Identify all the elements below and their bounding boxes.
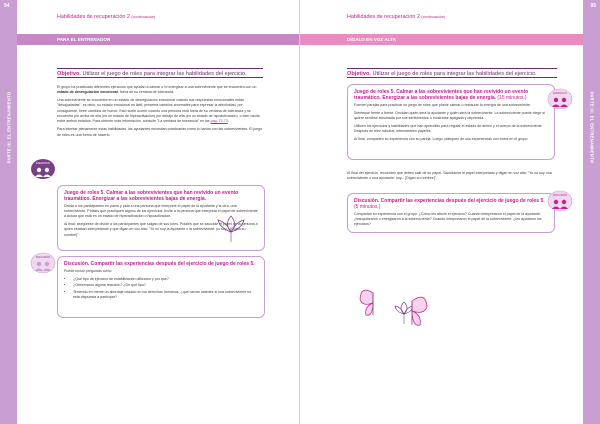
page-number: 94 (4, 3, 10, 9)
butterfly-illustration (396, 293, 428, 329)
box-title: Discusión. Compartir las experiencias después del ejercicio de juego de roles 5. (5 minutos.) (354, 198, 545, 210)
question-list (64, 277, 258, 301)
right-page (300, 0, 600, 424)
list-item: • Teniendo en mente un abordaje basado en los derechos humanos, ¿qué harían ustedes si una sobreviviente no está dispuesta a participar? (73, 290, 258, 300)
badge-label: EJERCICIO (36, 162, 50, 165)
duration: (15 minutos.) (497, 95, 527, 101)
box-paragraph: Utilicen los ejercicios y habilidades que han aprendido para regular el estado de ánimo y el cuerpo de la sobreviviente. Después de diez minutos, intercambien papeles. (354, 123, 543, 133)
body-text (57, 85, 263, 140)
exercise-badge (547, 88, 573, 110)
box-paragraph: Formen parejas para practicar un juego de roles que puede calmar o restaurar la energía de una sobreviviente. (354, 103, 531, 107)
box-paragraph: Compartan su experiencia con el grupo. ¿Cómo les afectó el ejercicio? Cuando interpretaron el papel de la ayudante, ¿tranquilizaron o energizaron a la sobreviviente? Cuando interpretaron el papel de la sobreviviente, ¿les ayudaron los ejercicios? (354, 212, 542, 227)
objective-text: Utilizar el juego de roles para integrar las habilidades del ejercicio. (372, 71, 537, 77)
box-title: Juego de roles 5. Calmar a las sobrevivientes que han revivido un evento traumático. Energizar a las sobrevivientes bajas de energía. (64, 190, 239, 202)
objective (57, 68, 263, 78)
badge-label: DISCUSIÓN (552, 194, 568, 197)
discussion-box (347, 193, 555, 233)
section-bar: DÍGALO EN VOZ ALTA (300, 34, 583, 45)
box-paragraph: Puede incluir preguntas como (64, 269, 112, 273)
objective-label: Objetivo. (57, 71, 81, 77)
exercise-badge (30, 158, 56, 180)
side-label: PARTE III. EL ENTRENAMIENTO (6, 91, 12, 163)
butterfly-illustration (358, 287, 388, 319)
list-item: • ¿Observaron alguna reacción? ¿De qué tipo? (73, 283, 258, 288)
side-bar (583, 0, 600, 424)
exercise-box (347, 84, 555, 160)
box-paragraph: Siéntense frente a frente. Decidan quién será la ayudante y quién será la sobreviviente. La sobreviviente puede elegir si quiere sentirse abrumada por sus sentimientos o mostrarse apagada y deprimida. (354, 110, 545, 120)
running-header (57, 14, 155, 20)
objective-text: Utilizar el juego de roles para integrar las habilidades del ejercicio. (82, 71, 247, 77)
paragraph: Al final del ejercicio, recuerden que deben salir de su papel. Sacúdanse el papel interpretado y digan en voz alta: "Yo no soy una sobreviviente o una ayudante, soy... [Digan su nombre]". (347, 171, 552, 181)
list-item: • ¿Qué tipo de ejercicio de estabilización utilizaron y por qué? (73, 277, 258, 282)
page-number: 95 (590, 3, 596, 9)
badge-label: DISCUSIÓN (35, 256, 51, 259)
box-paragraph: Al final, comparten su experiencia con su pareja. Luego, platiquen de sus experiencias con todos en el grupo. (354, 136, 529, 141)
body-text (347, 171, 557, 184)
section-bar: PARA EL ENTRENADOR (17, 34, 300, 45)
discussion-badge (547, 190, 573, 212)
side-label: PARTE III. EL ENTRENAMIENTO (589, 91, 595, 163)
box-paragraph: Al final, asegúrese de dividir a los participantes que salgan de sus roles. Pídales que se sacudan el papel de la persona a quien estaban interpretando y que digan en voz alta: "Yo no soy la ayudante o la sobreviviente, yo soy... [Digan su nombre]". (64, 222, 258, 237)
badge-label: EJERCICIO (553, 92, 567, 95)
running-header (347, 14, 445, 20)
duration: (5 minutos.) (354, 204, 381, 210)
header-title: Habilidades de recuperación 2 (57, 14, 130, 20)
header-cont: (continuación) (131, 15, 156, 19)
objective (347, 68, 557, 78)
box-title: Discusión. Compartir las experiencias después del ejercicio de juego de roles 5. (64, 261, 255, 267)
header-title: Habilidades de recuperación 2 (347, 14, 420, 20)
objective-label: Objetivo. (347, 71, 371, 77)
paragraph: Una sobreviviente se encuentra en un estado de desregulación emocional cuando sus respuestas emocionales están "desajustadas", es decir, su estado emocional es lábil, presenta cambios anormales para expresar la afectividad, por consiguiente, tiene cambios de humor. Esto suele ocurrir cuando una persona está fuera de su ventana de tolerancia y se encuentra por arriba de ella (en un estado de hiperactivación) por debajo de ella (en un estado de hipoactivación), o bien oscila entre ambos estados. Para obtener más información, consulte "La ventana de tolerancia" en las pág. 72-73. (57, 98, 260, 124)
paragraph: Para intentar plenamente estas habilidades, las ayudantes necesitan practicarlas como lo harían con las sobrevivientes. El juego de roles es una forma de hacerlo. (57, 127, 263, 137)
side-bar (0, 0, 17, 424)
discussion-badge (30, 252, 56, 274)
discussion-box (57, 256, 265, 318)
page-link[interactable]: pág. 72-73 (210, 119, 228, 124)
box-title: Juego de roles 5. Calmar a las sobrevivientes que han revivido un evento traumático. Energizar a las sobrevivientes bajas de energía. (15 minutos.) (354, 89, 529, 101)
box-paragraph: Divida a los participantes en pares y pida a una persona que interprete el papel de la ayudante y la otra, una sobreviviente. Pídales que practiquen alguno de los ejercicios. Invite a la persona que interpreta el papel de sobreviviente a actuar que está en un estado de hiperactivación o hipoactivación. (64, 204, 258, 219)
paragraph: El grupo ha practicado diferentes ejercicios que ayudan a calmar o re-energizar a una sobreviviente que se encuentra con un estado de desregulación emocional, fuera de su ventana de tolerancia. (57, 85, 257, 95)
flower-illustration (214, 212, 248, 242)
header-cont: (continuación) (421, 15, 446, 19)
